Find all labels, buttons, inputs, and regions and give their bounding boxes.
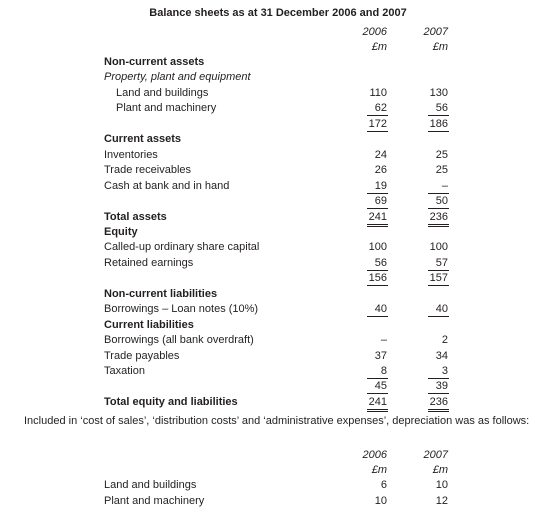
depreciation-note: Included in ‘cost of sales’, ‘distribution costs’ and ‘administrative expenses’, depreciation was as follows: [24,415,530,427]
bs-row [0,148,556,162]
bs-row-label: Plant and machinery [116,102,217,114]
dep-unit-header [0,463,556,477]
bs-row-label: Equity [104,226,138,238]
bs-row-value-2006: 62 [374,102,387,114]
bs-rule-2006 [367,208,388,209]
bs-row [0,101,556,115]
bs-rule-2006 [367,316,388,317]
bs-row [0,349,556,363]
bs-row-value-2007: 157 [429,272,448,284]
bs-rule-2007-double [428,411,449,412]
bs-row-label: Total assets [104,211,167,223]
bs-row-value-2006: 110 [369,87,387,99]
bs-row-value-2007: 57 [435,257,448,269]
bs-rule-2006 [367,115,388,116]
bs-rule-2007 [428,393,449,394]
bs-row [0,379,556,393]
bs-year-header [0,25,556,39]
bs-row [0,163,556,177]
bs-year-2007: 2007 [423,26,448,38]
bs-row-label: Current liabilities [104,319,194,331]
bs-row-value-2007: 25 [435,164,448,176]
bs-rule-2006 [367,285,388,286]
dep-row-value-2007: 12 [435,495,448,507]
bs-unit-2006: £m [371,41,387,53]
bs-rule-2007 [428,285,449,286]
bs-rule-2006-double [367,411,388,412]
dep-row-value-2006: 6 [380,479,387,491]
bs-row-value-2006: 56 [374,257,387,269]
bs-row-value-2006: 26 [374,164,387,176]
bs-row-value-2006: 69 [374,195,387,207]
bs-row-label: Trade payables [104,350,180,362]
bs-row-value-2007: – [441,180,448,192]
bs-row-label: Taxation [104,365,145,377]
bs-row-value-2007: 56 [435,102,448,114]
bs-row-label: Property, plant and equipment [104,71,251,83]
bs-row [0,302,556,316]
dep-row-label: Plant and machinery [104,495,205,507]
dep-unit-2006: £m [371,464,387,476]
bs-row [0,210,556,224]
bs-row-value-2006: 172 [368,118,387,130]
dep-unit-2007: £m [432,464,448,476]
bs-rule-2007 [428,208,449,209]
bs-row [0,287,556,301]
dep-year-2007: 2007 [423,449,448,461]
dep-year-2006: 2006 [362,449,387,461]
bs-row-label: Inventories [104,149,158,161]
dep-row-value-2007: 10 [435,479,448,491]
dep-row-label: Land and buildings [104,479,197,491]
bs-row [0,132,556,146]
bs-row [0,318,556,332]
bs-row-value-2007: 25 [435,149,448,161]
bs-row-value-2006: 100 [368,241,387,253]
bs-row-label: Retained earnings [104,257,194,269]
bs-row [0,194,556,208]
bs-row-label: Cash at bank and in hand [104,180,230,192]
bs-row-value-2006: 24 [374,149,387,161]
bs-row-label: Non-current assets [104,56,205,68]
bs-row-value-2006: 156 [368,272,387,284]
bs-row [0,55,556,69]
bs-row [0,117,556,131]
bs-rule-2006 [367,393,388,394]
bs-row-label: Called-up ordinary share capital [104,241,260,253]
bs-row-value-2007: 3 [441,365,448,377]
bs-rule-2007 [428,409,449,410]
bs-rule-2007 [428,316,449,317]
bs-unit-2007: £m [432,41,448,53]
bs-unit-header [0,40,556,54]
bs-row [0,271,556,285]
bs-row-label: Borrowings (all bank overdraft) [104,334,254,346]
bs-row [0,225,556,239]
bs-row [0,395,556,409]
bs-row [0,240,556,254]
bs-row-value-2007: 236 [429,396,448,408]
bs-row-value-2007: 186 [429,118,448,130]
dep-year-header [0,448,556,462]
bs-row-value-2006: 241 [368,396,387,408]
bs-row-label: Land and buildings [116,87,209,99]
bs-row-value-2007: 100 [429,241,448,253]
bs-row-label: Non-current liabilities [104,288,218,300]
bs-row-value-2006: 45 [374,380,387,392]
bs-row-value-2006: 241 [368,211,387,223]
bs-year-2006: 2006 [362,26,387,38]
bs-row [0,86,556,100]
bs-row-label: Trade receivables [104,164,192,176]
dep-row [0,494,556,508]
bs-row [0,256,556,270]
bs-row-value-2007: 39 [435,380,448,392]
bs-row-label: Current assets [104,133,182,145]
bs-row-value-2006: 40 [374,303,387,315]
dep-row [0,478,556,492]
bs-row [0,364,556,378]
bs-row-value-2006: – [380,334,387,346]
bs-row-value-2007: 2 [441,334,448,346]
bs-row-value-2006: 8 [380,365,387,377]
bs-rule-2007 [428,115,449,116]
bs-row-value-2007: 40 [435,303,448,315]
bs-row [0,333,556,347]
bs-row-label: Total equity and liabilities [104,396,238,408]
bs-row-value-2006: 19 [374,180,387,192]
dep-row-value-2006: 10 [374,495,387,507]
bs-row [0,179,556,193]
bs-row-value-2006: 37 [374,350,387,362]
bs-row-value-2007: 50 [435,195,448,207]
document-title: Balance sheets as at 31 December 2006 and 2007 [149,7,407,19]
bs-row-value-2007: 130 [429,87,448,99]
bs-rule-2006 [367,409,388,410]
bs-row-value-2007: 34 [435,350,448,362]
bs-row-value-2007: 236 [429,211,448,223]
bs-row [0,70,556,84]
bs-row-label: Borrowings – Loan notes (10%) [104,303,259,315]
